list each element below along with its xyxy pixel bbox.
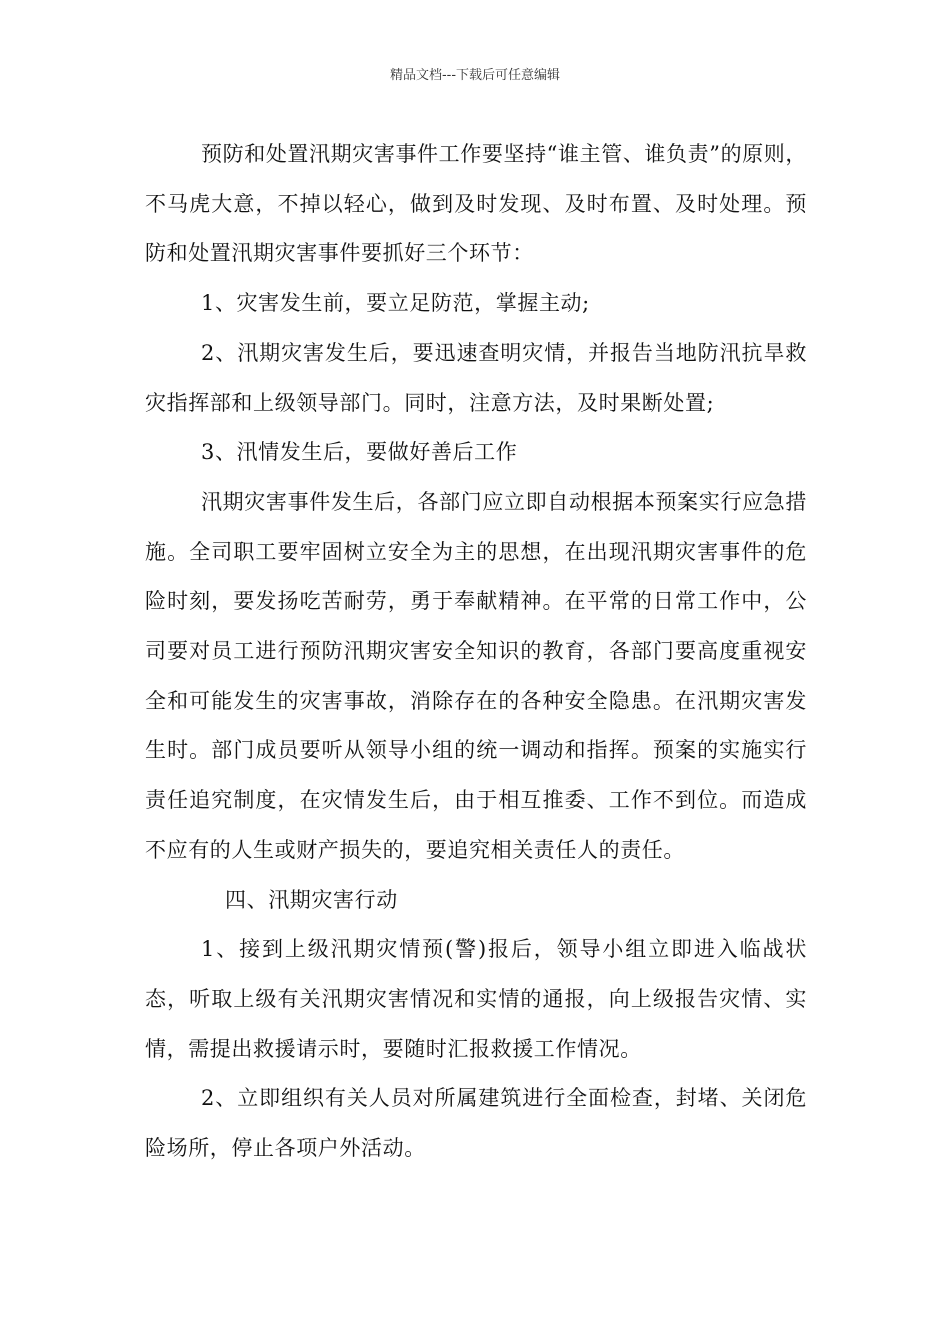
- document-body: [145, 130, 807, 1174]
- paragraph-step-1: 1、灾害发生前，要立足防范，掌握主动;: [201, 291, 590, 316]
- paragraph-action-1: 1、接到上级汛期灾情预(警)报后，领导小组立即进入临战状态，听取上级有关汛期灾害情况和实情的通报，向上级报告灾情、实情，需提出救援请示时，要随时汇报救援工作情况。: [145, 937, 807, 1061]
- page-header: 精品文档---下载后可任意编辑: [389, 68, 561, 83]
- paragraph-emergency-measures: 汛期灾害事件发生后，各部门应立即自动根据本预案实行应急措施。全司职工要牢固树立安全为主的思想，在出现汛期灾害事件的危险时刻，要发扬吃苦耐劳，勇于奉献精神。在平常的日常工作中，公司要对员工进行预防汛期灾害安全知识的教育，各部门要高度重视安全和可能发生的灾害事故，消除存在的各种安全隐患。在汛期灾害发生时。部门成员要听从领导小组的统一调动和指挥。预案的实施实行责任追究制度，在灾情发生后，由于相互推委、工作不到位。而造成不应有的人生或财产损失的，要追究相关责任人的责任。: [145, 489, 807, 862]
- paragraph-principle: 预防和处置汛期灾害事件工作要坚持“谁主管、谁负责”的原则，不马虎大意，不掉以轻心，做到及时发现、及时布置、及时处理。预防和处置汛期灾害事件要抓好三个环节：: [145, 142, 807, 266]
- paragraph-action-2: 2、立即组织有关人员对所属建筑进行全面检查，封堵、关闭危险场所，停止各项户外活动。: [145, 1086, 807, 1161]
- paragraph-step-3: 3、汛情发生后，要做好善后工作: [201, 440, 518, 465]
- section-heading-flood-action: 四、汛期灾害行动: [225, 887, 398, 912]
- paragraph-step-2: 2、汛期灾害发生后，要迅速查明灾情，并报告当地防汛抗旱救灾指挥部和上级领导部门。同时，注意方法，及时果断处置;: [145, 340, 807, 415]
